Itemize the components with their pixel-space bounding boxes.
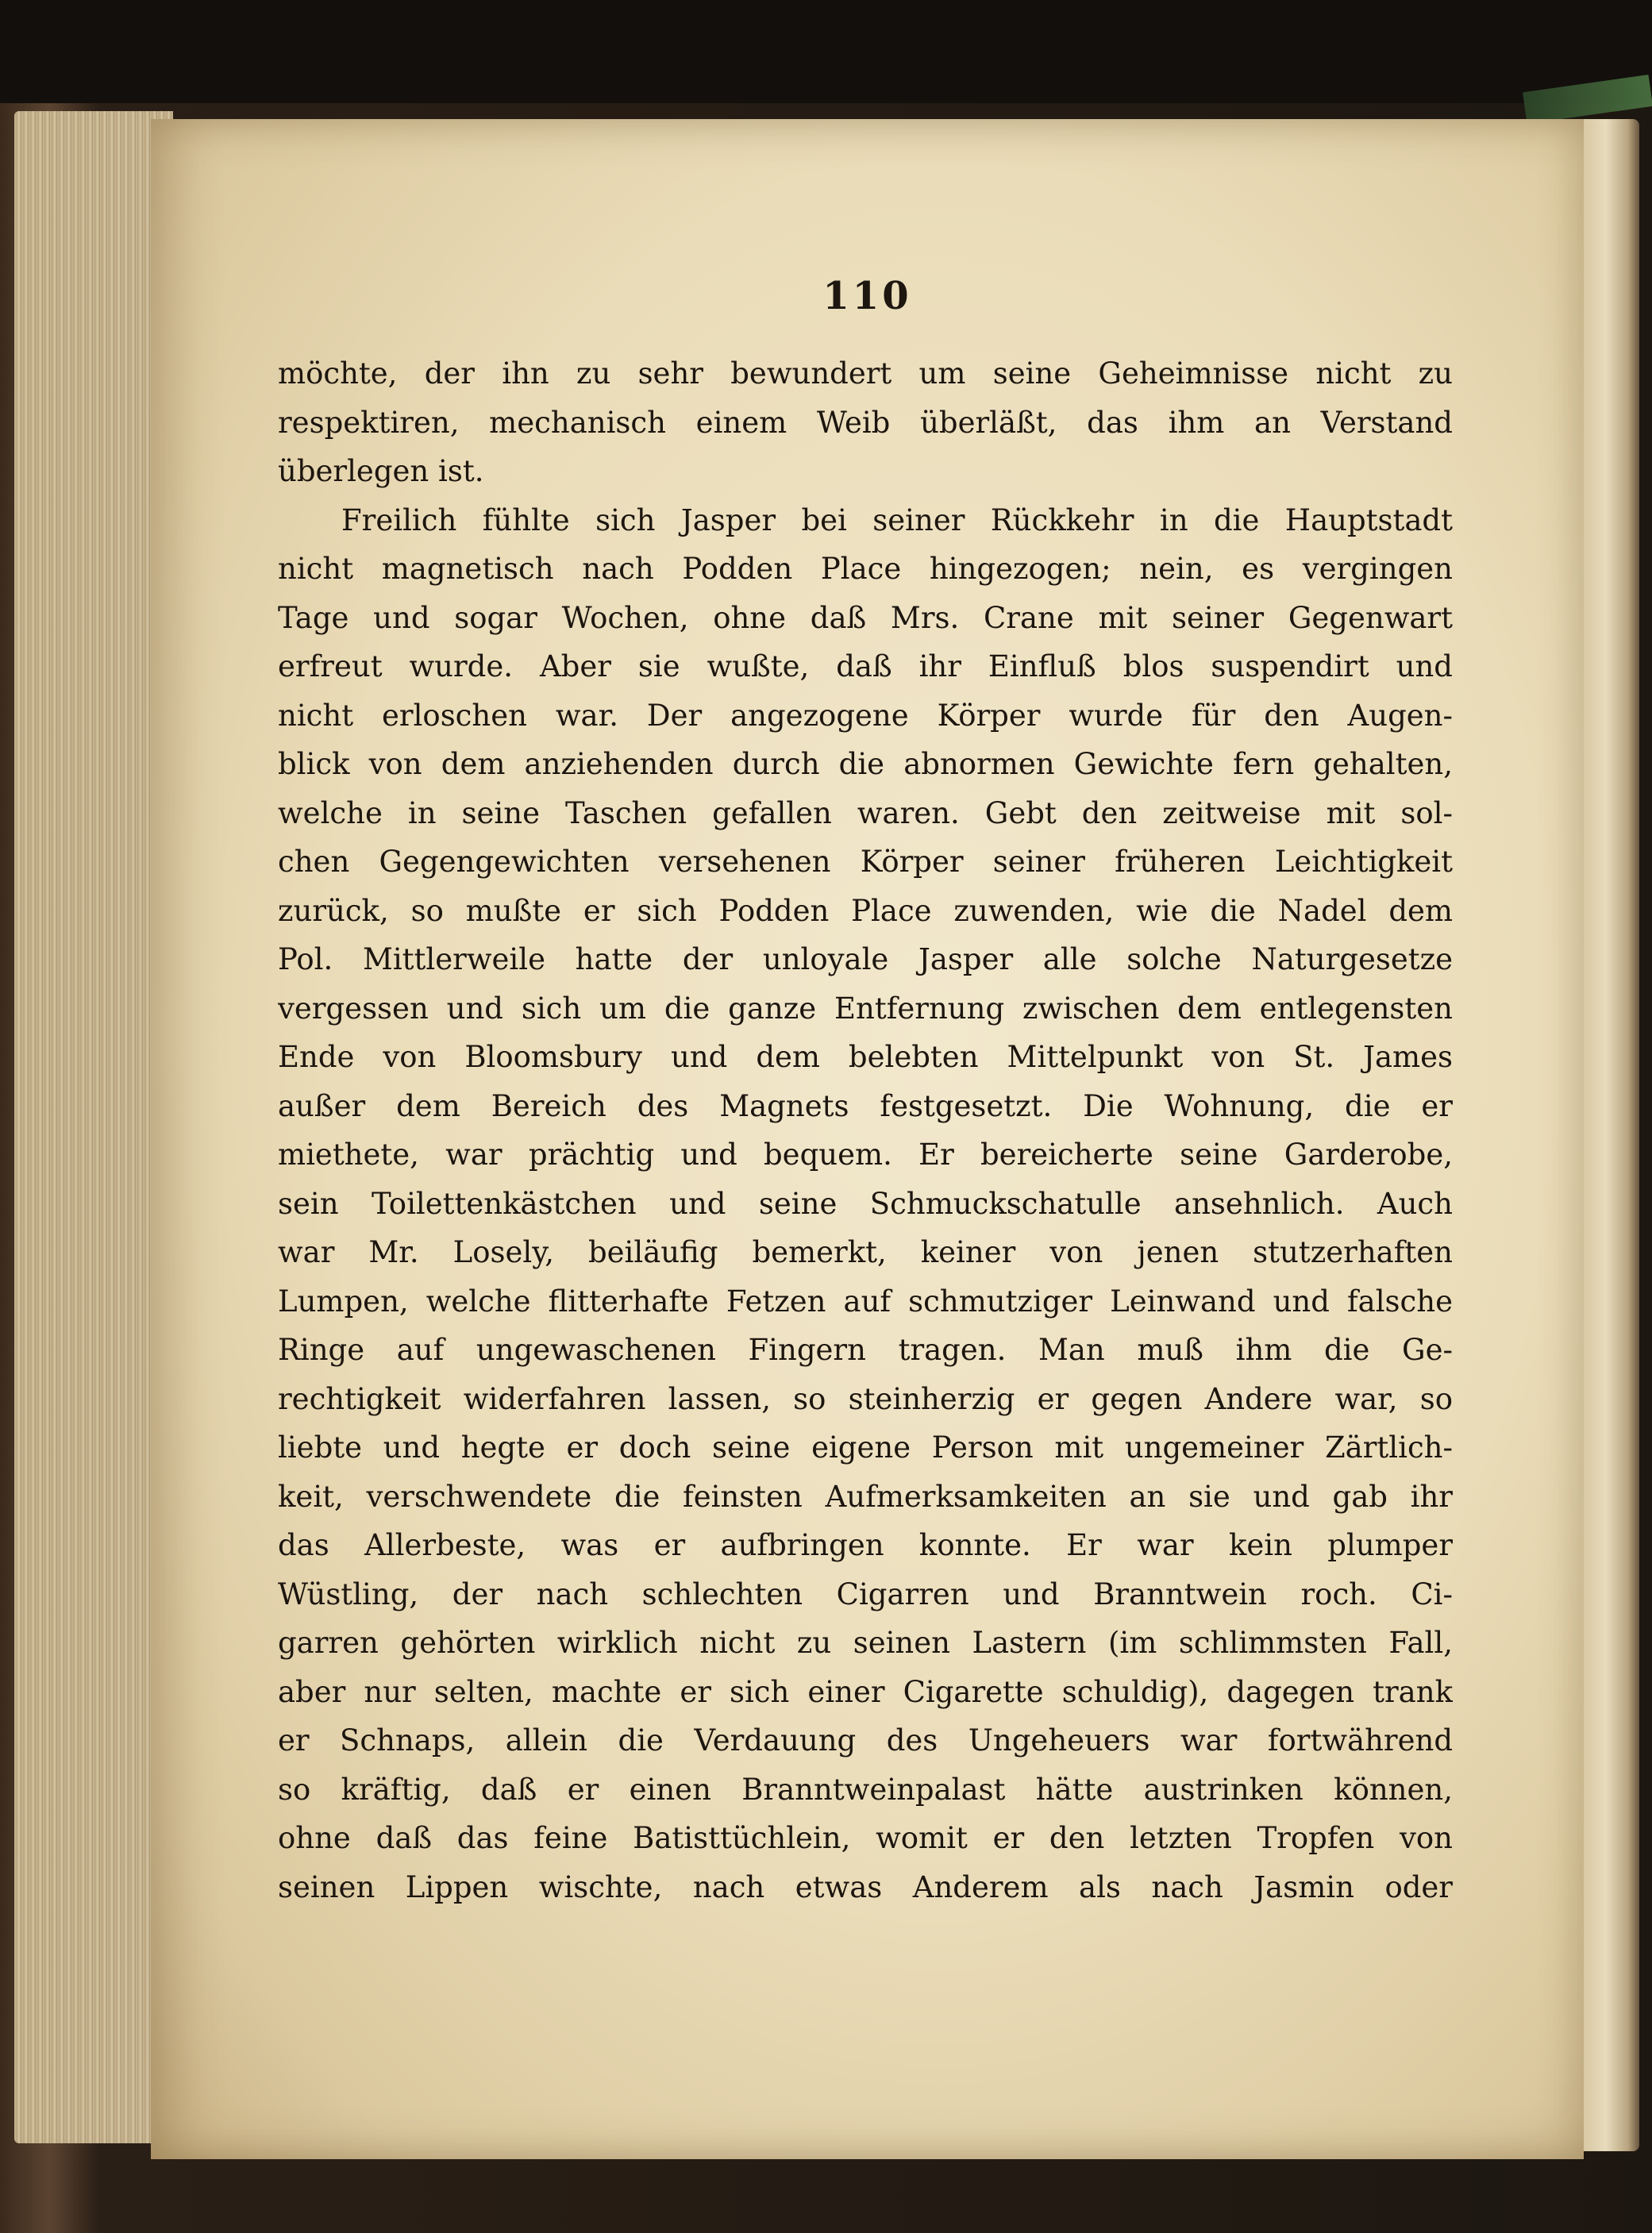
text-line: Pol. Mittlerweile hatte der unloyale Jasper alle solche Naturgesetze (278, 942, 1453, 976)
text-line: chen Gegengewichten versehenen Körper seiner früheren Leichtigkeit (278, 845, 1453, 879)
text-line: sein Toilettenkästchen und seine Schmuckschatulle ansehnlich. Auch (278, 1186, 1453, 1221)
text-line: rechtigkeit widerfahren lassen, so steinherzig er gegen Andere war, so (278, 1381, 1453, 1416)
page-number: 110 (822, 274, 912, 318)
text-line: liebte und hegte er doch seine eigene Person mit ungemeiner Zärtlich- (278, 1430, 1453, 1465)
text-line: zurück, so mußte er sich Podden Place zuwenden, wie die Nadel dem (278, 893, 1453, 928)
text-line: Ende von Bloomsbury und dem belebten Mittelpunkt von St. James (278, 1040, 1453, 1074)
text-line: welche in seine Taschen gefallen waren. Gebt den zeitweise mit sol- (278, 795, 1453, 830)
text-line: Ringe auf ungewaschenen Fingern tragen. Man muß ihm die Ge- (278, 1333, 1453, 1367)
text-line: so kräftig, daß er einen Branntweinpalast hätte austrinken können, (278, 1772, 1453, 1807)
text-line: das Allerbeste, was er aufbringen konnte. Er war kein plumper (278, 1528, 1453, 1562)
text-line: garren gehörten wirklich nicht zu seinen Lastern (im schlimmsten Fall, (278, 1626, 1453, 1660)
page-stack-edge (14, 111, 173, 2143)
facing-page-edge (1584, 119, 1639, 2151)
text-line: möchte, der ihn zu sehr bewundert um seine Geheimnisse nicht zu (278, 356, 1453, 391)
text-line: nicht magnetisch nach Podden Place hingezogen; nein, es vergingen (278, 552, 1453, 586)
text-line: überlegen ist. (278, 454, 484, 488)
text-line: seinen Lippen wischte, nach etwas Anderem als nach Jasmin oder (278, 1869, 1453, 1904)
text-line: nicht erloschen war. Der angezogene Körper wurde für den Augen- (278, 698, 1453, 733)
text-line: respektiren, mechanisch einem Weib überläßt, das ihm an Verstand (278, 405, 1453, 440)
text-line: er Schnaps, allein die Verdauung des Ungeheuers war fortwährend (278, 1723, 1453, 1758)
text-line: ohne daß das feine Batisttüchlein, womit er den letzten Tropfen von (278, 1821, 1453, 1855)
text-line: miethete, war prächtig und bequem. Er bereicherte seine Garderobe, (278, 1138, 1453, 1172)
text-line: Wüstling, der nach schlechten Cigarren und Branntwein roch. Ci- (278, 1577, 1453, 1611)
text-line: erfreut wurde. Aber sie wußte, daß ihr Einfluß blos suspendirt und (278, 649, 1453, 683)
text-line: blick von dem anziehenden durch die abnormen Gewichte fern gehalten, (278, 747, 1453, 781)
text-line: Tage und sogar Wochen, ohne daß Mrs. Crane mit seiner Gegenwart (278, 600, 1453, 635)
text-line: Lumpen, welche flitterhafte Fetzen auf schmutziger Leinwand und falsche (278, 1284, 1453, 1319)
text-line: aber nur selten, machte er sich einer Cigarette schuldig), dagegen trank (278, 1674, 1453, 1709)
text-line: keit, verschwendete die feinsten Aufmerksamkeiten an sie und gab ihr (278, 1479, 1453, 1514)
text-line: außer dem Bereich des Magnets festgesetzt. Die Wohnung, die er (278, 1088, 1453, 1123)
text-line: vergessen und sich um die ganze Entfernung zwischen dem entlegensten (278, 991, 1453, 1026)
text-line: war Mr. Losely, beiläufig bemerkt, keiner von jenen stutzerhaften (278, 1235, 1453, 1269)
text-line: Freilich fühlte sich Jasper bei seiner Rückkehr in die Hauptstadt (341, 502, 1453, 537)
body-text (278, 349, 1453, 1912)
